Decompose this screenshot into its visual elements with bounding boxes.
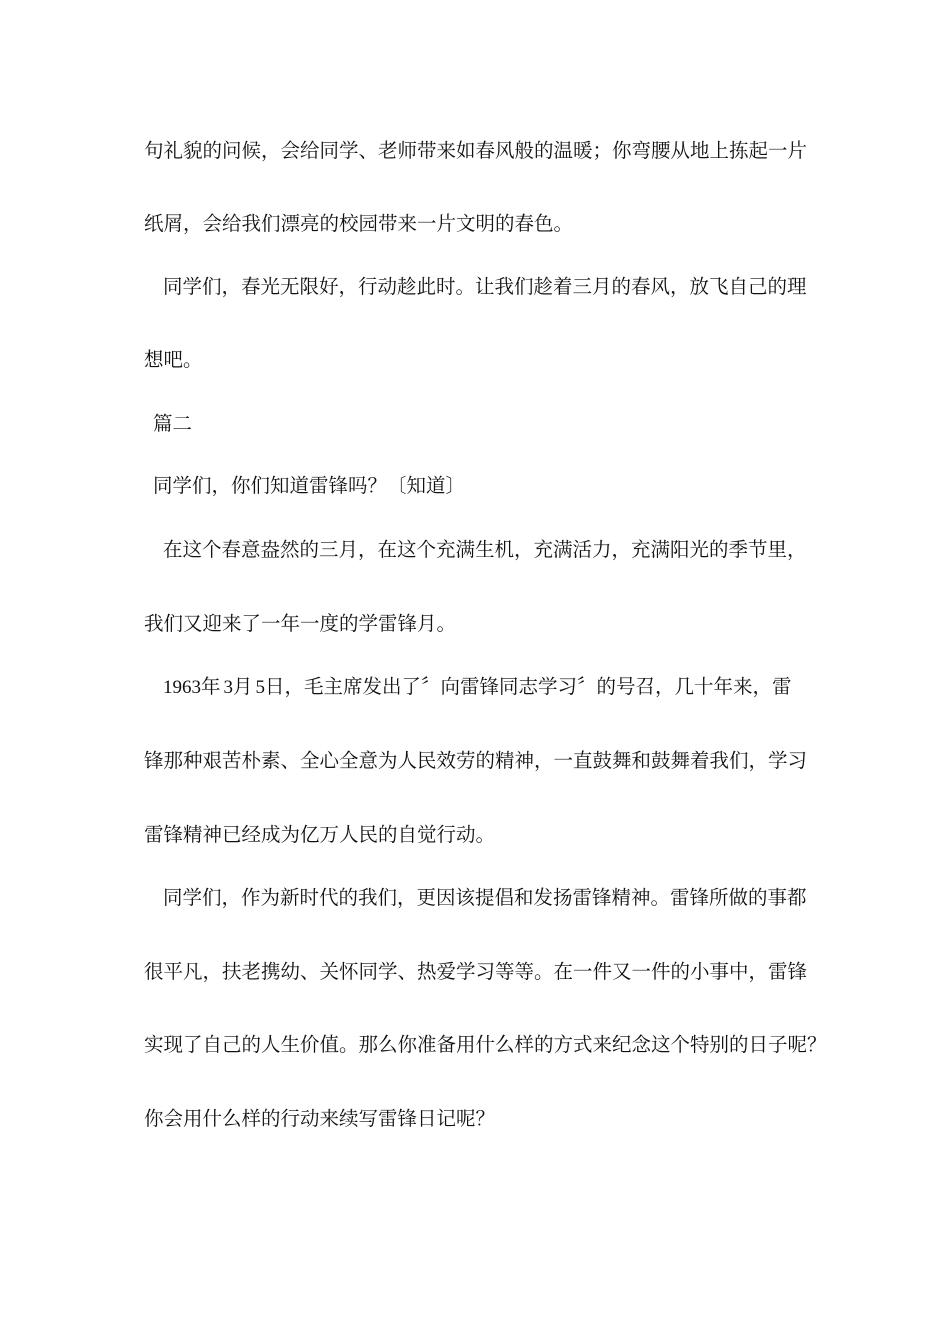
date-year: 1963 bbox=[163, 677, 201, 698]
paragraph-first-line: 同学们，作为新时代的我们，更因该提倡和发扬雷锋精神。雷锋所做的事都 bbox=[163, 886, 807, 909]
paragraph-line: 纸屑，会给我们漂亮的校园带来一片文明的春色。 bbox=[144, 212, 574, 235]
date-month: 3 bbox=[223, 677, 234, 698]
date-month-unit: 月 bbox=[233, 675, 253, 698]
line-text: 日，毛主席发出了〞向雷锋同志学习〞的号召，几十年来，雷 bbox=[265, 675, 792, 698]
paragraph-line: 想吧。 bbox=[144, 348, 203, 371]
paragraph-first-line: 同学们，你们知道雷锋吗？〔知道〕 bbox=[153, 474, 466, 497]
paragraph-line: 你会用什么样的行动来续写雷锋日记呢？ bbox=[144, 1107, 496, 1130]
date-day: 5 bbox=[255, 677, 266, 698]
paragraph-line: 句礼貌的问候，会给同学、老师带来如春风般的温暖；你弯腰从地上拣起一片 bbox=[144, 139, 808, 162]
paragraph-first-line bbox=[163, 674, 792, 701]
paragraph-line: 锋那种艰苦朴素、全心全意为人民效劳的精神，一直鼓舞和鼓舞着我们，学习 bbox=[144, 749, 808, 772]
paragraph-line: 我们又迎来了一年一度的学雷锋月。 bbox=[144, 612, 457, 635]
section-heading: 篇二 bbox=[153, 412, 193, 435]
paragraph-first-line: 同学们，春光无限好，行动趁此时。让我们趁着三月的春风，放飞自己的理 bbox=[163, 275, 807, 298]
paragraph-line: 很平凡，扶老携幼、关怀同学、热爱学习等等。在一件又一件的小事中，雷锋 bbox=[144, 960, 808, 983]
paragraph-line: 雷锋精神已经成为亿万人民的自觉行动。 bbox=[144, 823, 496, 846]
paragraph-first-line: 在这个春意盎然的三月，在这个充满生机，充满活力，充满阳光的季节里， bbox=[163, 538, 807, 561]
paragraph-line: 实现了自己的人生价值。那么你准备用什么样的方式来纪念这个特别的日子呢？ bbox=[144, 1033, 827, 1056]
date-year-unit: 年 bbox=[201, 675, 221, 698]
